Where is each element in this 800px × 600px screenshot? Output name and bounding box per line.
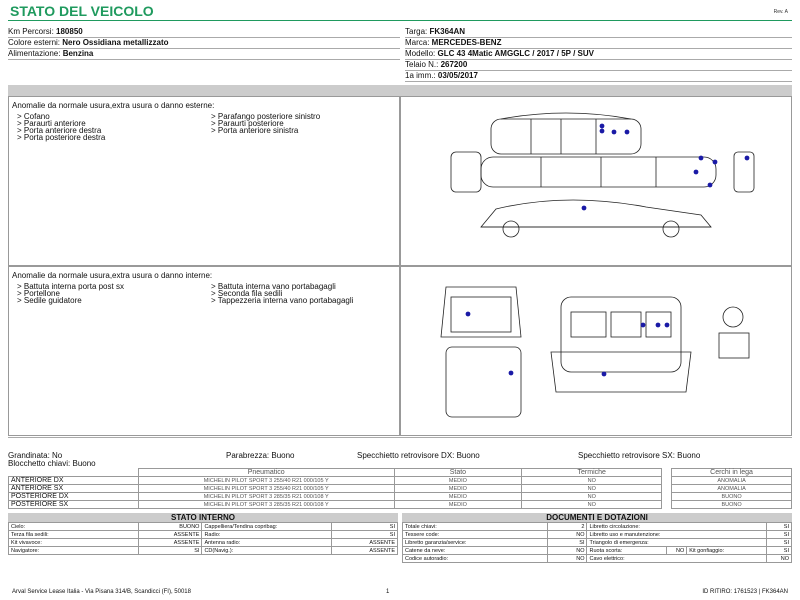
section-divider — [8, 85, 792, 96]
status-specchietto-dx: Specchietto retrovisore DX: Buono — [357, 451, 480, 460]
info-alimentazione: Alimentazione: Benzina — [8, 48, 400, 60]
internal-state-row: Navigatore: SI CD(Navig.): ASSENTE — [9, 547, 398, 555]
external-diagram-panel — [400, 96, 792, 266]
info-targa: Targa: FK364AN — [405, 26, 792, 38]
internal-state-title: STATO INTERNO — [8, 513, 398, 522]
page-title: STATO DEL VEICOLO — [10, 3, 154, 19]
internal-state-table — [8, 522, 398, 555]
tyres-header-gap — [662, 469, 672, 477]
internal-state-row: Kit vivavoce: ASSENTE Antenna radio: ASSENTE — [9, 539, 398, 547]
documents-row: Tessere code: NO Libretto uso e manutenzione: SI — [403, 531, 792, 539]
footer-page-number: 1 — [386, 589, 390, 595]
status-grandinata: Grandinata: No — [8, 451, 63, 460]
internal-damage-panel — [8, 266, 400, 436]
internal-damage-title: Anomalie da normale usura,extra usura o danno interne: — [12, 271, 213, 280]
tyres-header-stato: Stato — [394, 469, 522, 477]
tyre-row: ANTERIORE DX MICHELIN PILOT SPORT 3 255/40 R21 000/105 Y MEDIO NO ANOMALIA — [9, 477, 792, 485]
status-specchietto-sx: Specchietto retrovisore SX: Buono — [578, 451, 701, 460]
footer-id-ritiro: ID RITIRO: 1761523 | FK364AN — [702, 589, 788, 595]
status-divider — [8, 437, 792, 438]
status-blocchetto-chiavi: Blocchetto chiavi: Buono — [8, 459, 96, 468]
tyre-row: POSTERIORE SX MICHELIN PILOT SPORT 3 285/35 R21 000/108 Y MEDIO NO BUONO — [9, 501, 792, 509]
internal-diagram-panel — [400, 266, 792, 436]
tyre-row: POSTERIORE DX MICHELIN PILOT SPORT 3 285/35 R21 000/108 Y MEDIO NO BUONO — [9, 493, 792, 501]
info-immatricolazione: 1a imm.: 03/05/2017 — [405, 70, 792, 82]
footer-address: Arval Service Lease Italia - Via Pisana 314/B, Scandicci (FI), 50018 — [12, 589, 191, 595]
info-km: Km Percorsi: 180850 — [8, 26, 400, 38]
external-damage-list-1: > Cofano > Paraurti anteriore > Porta anteriore destra > Porta posteriore destra — [17, 112, 106, 142]
documents-row: Totale chiavi: 2 Libretto circolazione: SI — [403, 523, 792, 531]
info-telaio: Telaio N.: 267200 — [405, 59, 792, 71]
tyres-header-row — [9, 469, 792, 477]
info-modello: Modello: GLC 43 4Matic AMGGLC / 2017 / 5P / SUV — [405, 48, 792, 60]
documents-title: DOCUMENTI E DOTAZIONI — [402, 513, 792, 522]
internal-damage-list-2: > Battuta interna vano portabagagli > Seconda fila sedili > Tappezzeria interna vano portabagagli — [211, 282, 354, 305]
documents-row: Catene da neve: NO Ruota scorta: NO Kit gonfiaggio: SI — [403, 547, 792, 555]
info-colore: Colore esterni: Nero Ossidiana metallizzato — [8, 37, 400, 49]
documents-table — [402, 522, 792, 563]
internal-car-diagram — [401, 267, 793, 437]
tyres-header-pneumatico: Pneumatico — [138, 469, 394, 477]
tyres-header-empty — [9, 469, 139, 477]
revision-label: Rev. A — [773, 9, 788, 15]
documents-row: Libretto garanzia/service: SI Triangolo di emergenza: SI — [403, 539, 792, 547]
tyre-row: ANTERIORE SX MICHELIN PILOT SPORT 3 255/40 R21 000/105 Y MEDIO NO ANOMALIA — [9, 485, 792, 493]
internal-damage-list-1: > Battuta interna porta post sx > Portellone > Sedile guidatore — [17, 282, 124, 305]
documents-row: Codice autoradio: NO Cavo elettrico: NO — [403, 555, 792, 563]
internal-state-row: Cielo: BUONO Cappelliera/Tendina copribag: SI — [9, 523, 398, 531]
internal-state-row: Terza fila sedili: ASSENTE Radio: SI — [9, 531, 398, 539]
tyres-table — [8, 468, 792, 509]
title-underline — [8, 20, 792, 21]
external-car-diagram — [401, 97, 793, 267]
external-damage-list-2: > Parafango posteriore sinistro > Paraurti posteriore > Porta anteriore sinistra — [211, 112, 321, 135]
tyres-header-cerchi: Cerchi in lega — [672, 469, 792, 477]
external-damage-title: Anomalie da normale usura,extra usura o danno esterne: — [12, 101, 215, 110]
external-damage-panel — [8, 96, 400, 266]
info-marca: Marca: MERCEDES-BENZ — [405, 37, 792, 49]
tyres-header-termiche: Termiche — [522, 469, 662, 477]
status-parabrezza: Parabrezza: Buono — [226, 451, 295, 460]
